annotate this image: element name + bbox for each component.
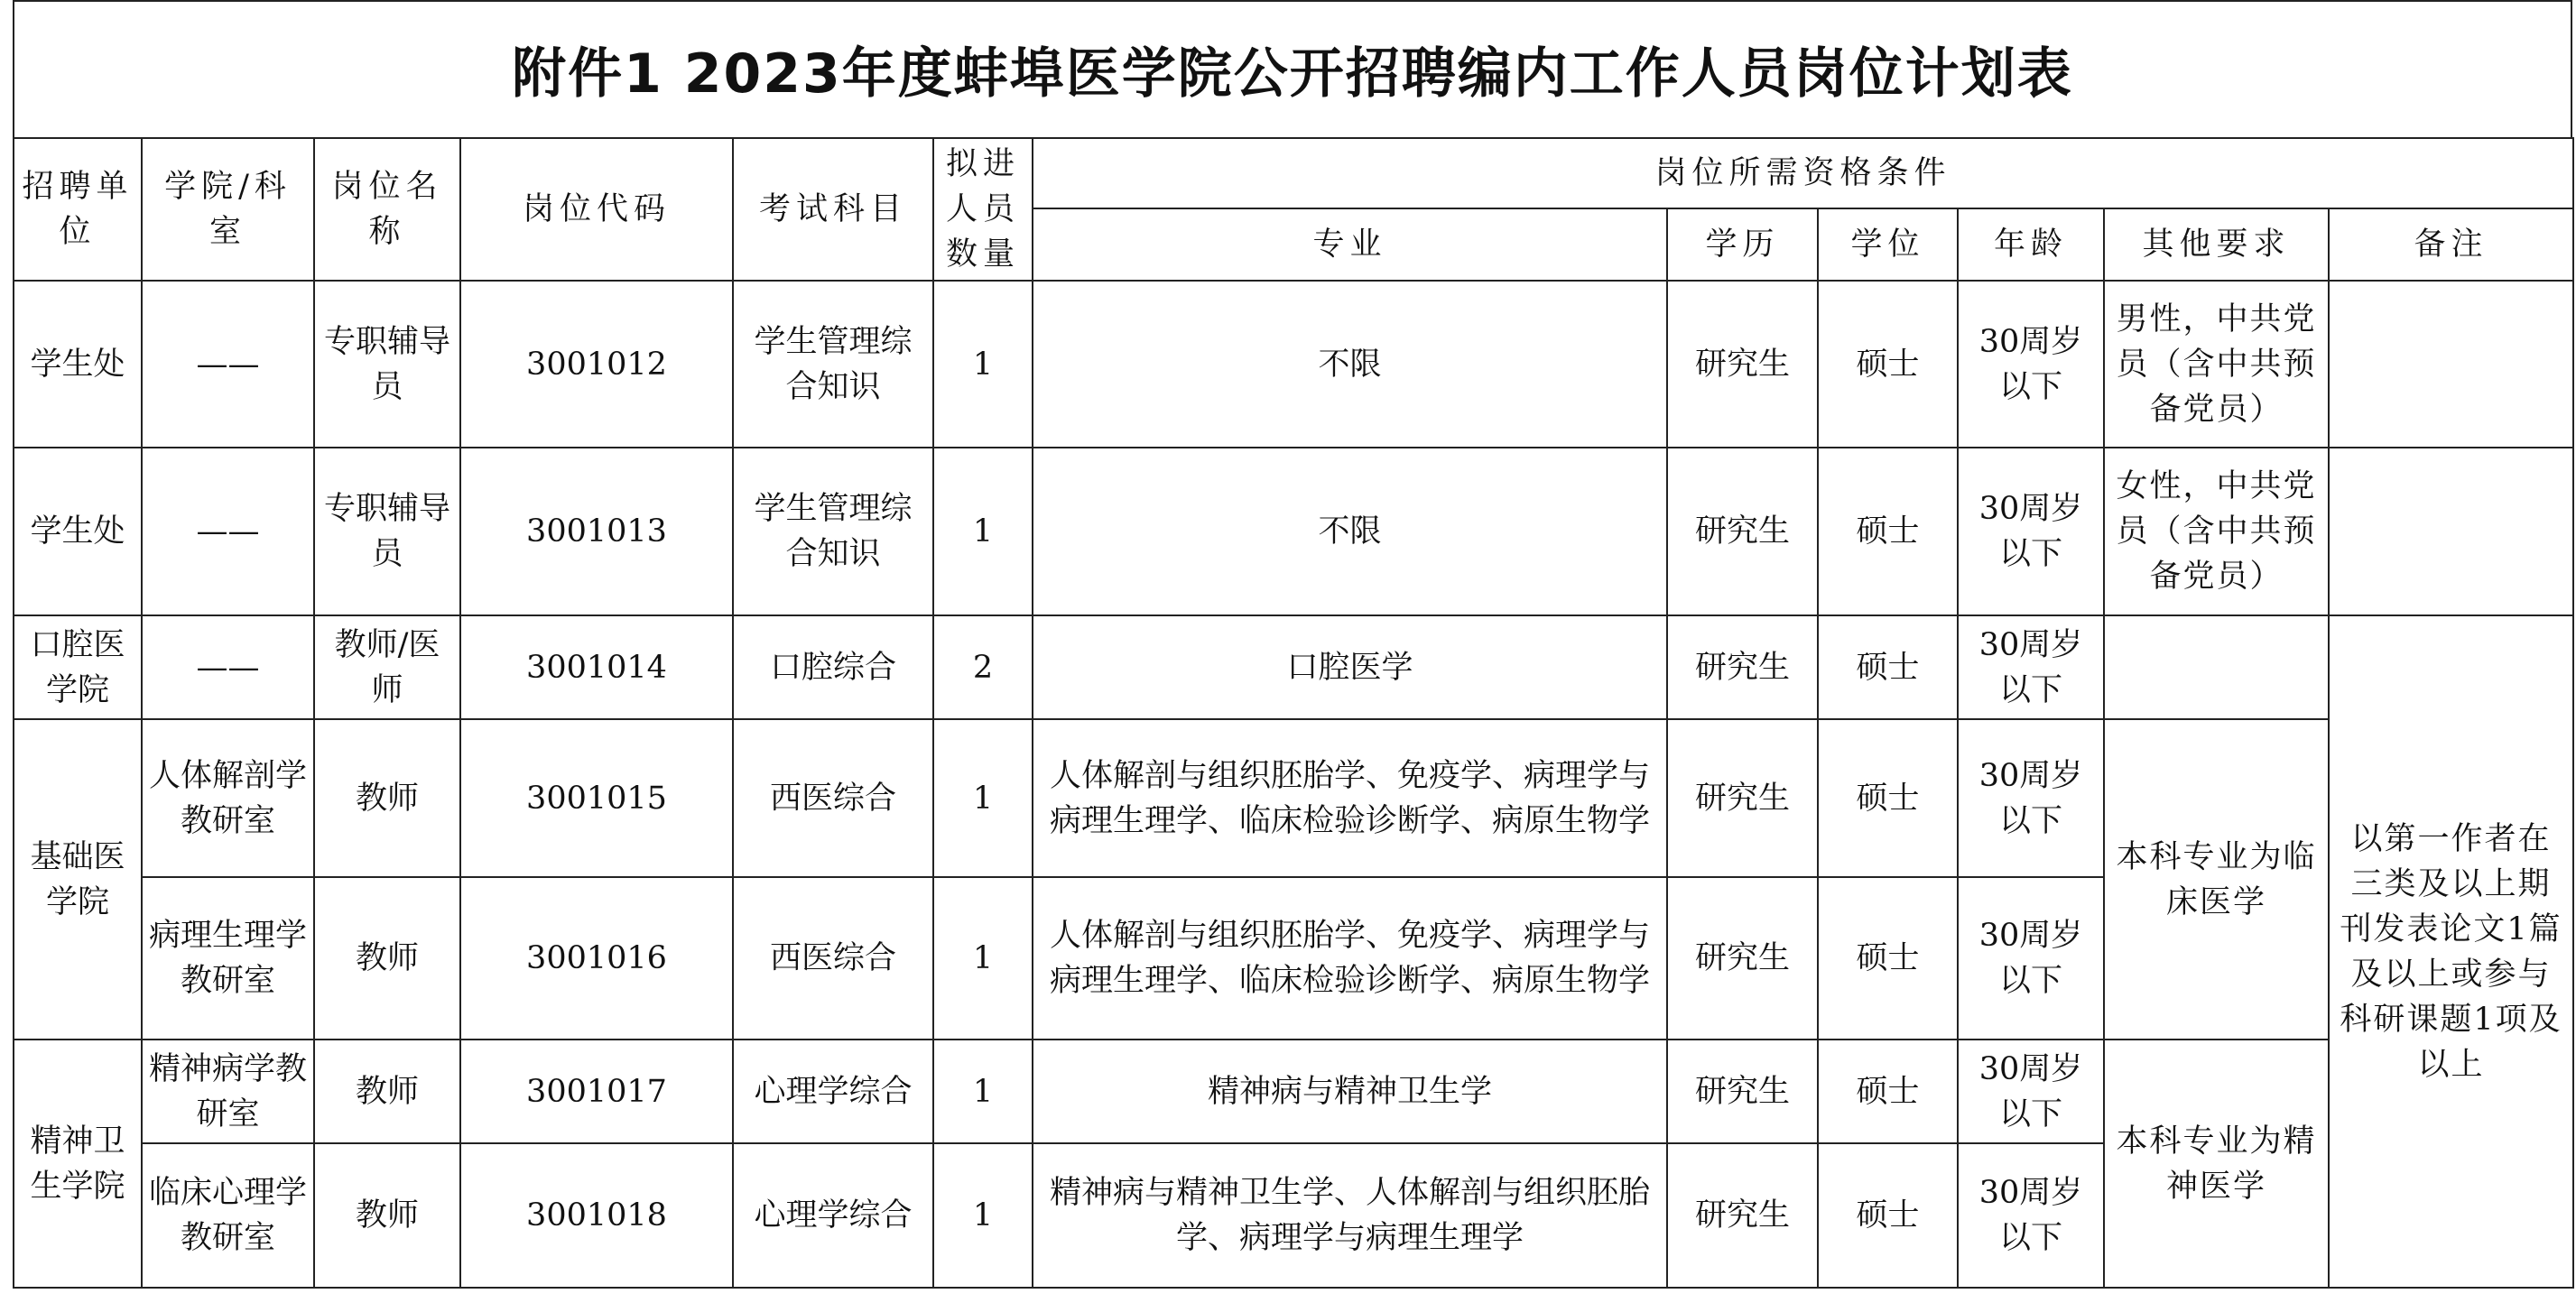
cell-degree: 硕士	[1818, 719, 1958, 877]
cell-dept: 精神病学教研室	[142, 1040, 314, 1143]
header-dept: 学院/科室	[142, 138, 314, 281]
cell-degree: 硕士	[1818, 877, 1958, 1040]
cell-post: 教师	[314, 1143, 460, 1288]
cell-dept: ——	[142, 281, 314, 448]
cell-major: 精神病与精神卫生学、人体解剖与组织胚胎学、病理学与病理生理学	[1033, 1143, 1667, 1288]
cell-count: 1	[933, 1040, 1033, 1143]
table-row	[14, 448, 2573, 615]
cell-age: 30周岁以下	[1958, 877, 2104, 1040]
header-education: 学历	[1667, 208, 1818, 281]
cell-exam: 心理学综合	[733, 1040, 933, 1143]
recruitment-plan-sheet	[13, 0, 2572, 1289]
cell-code: 3001015	[460, 719, 733, 877]
cell-unit: 精神卫生学院	[14, 1040, 142, 1288]
cell-degree: 硕士	[1818, 615, 1958, 719]
cell-remarks-empty	[2329, 281, 2573, 448]
cell-degree: 硕士	[1818, 448, 1958, 615]
cell-count: 2	[933, 615, 1033, 719]
cell-code: 3001016	[460, 877, 733, 1040]
cell-unit: 学生处	[14, 281, 142, 448]
cell-major: 精神病与精神卫生学	[1033, 1040, 1667, 1143]
cell-code: 3001014	[460, 615, 733, 719]
cell-other: 女性，中共党员（含中共预备党员）	[2104, 448, 2329, 615]
header-post-code: 岗位代码	[460, 138, 733, 281]
cell-code: 3001017	[460, 1040, 733, 1143]
cell-other: 本科专业为临床医学	[2104, 719, 2329, 1040]
cell-dept: 临床心理学教研室	[142, 1143, 314, 1288]
cell-dept: ——	[142, 448, 314, 615]
cell-other: 本科专业为精神医学	[2104, 1040, 2329, 1288]
cell-count: 1	[933, 448, 1033, 615]
table-row	[14, 719, 2573, 877]
cell-education: 研究生	[1667, 281, 1818, 448]
cell-remarks-merged: 以第一作者在三类及以上期刊发表论文1篇及以上或参与科研课题1项及以上	[2329, 615, 2573, 1288]
cell-exam: 口腔综合	[733, 615, 933, 719]
cell-dept: ——	[142, 615, 314, 719]
cell-degree: 硕士	[1818, 281, 1958, 448]
cell-major: 口腔医学	[1033, 615, 1667, 719]
header-post-name: 岗位名称	[314, 138, 460, 281]
header-count: 拟进人员数量	[933, 138, 1033, 281]
header-row-1	[14, 138, 2573, 208]
header-other: 其他要求	[2104, 208, 2329, 281]
header-degree: 学位	[1818, 208, 1958, 281]
cell-education: 研究生	[1667, 1143, 1818, 1288]
cell-degree: 硕士	[1818, 1040, 1958, 1143]
cell-exam: 学生管理综合知识	[733, 448, 933, 615]
cell-unit: 基础医学院	[14, 719, 142, 1040]
page-title: 附件1 2023年度蚌埠医学院公开招聘编内工作人员岗位计划表	[13, 0, 2572, 137]
cell-unit: 学生处	[14, 448, 142, 615]
cell-exam: 西医综合	[733, 719, 933, 877]
cell-post: 专职辅导员	[314, 281, 460, 448]
cell-education: 研究生	[1667, 1040, 1818, 1143]
table-row	[14, 615, 2573, 719]
cell-remarks-empty	[2329, 448, 2573, 615]
recruitment-table	[13, 137, 2574, 1289]
cell-post: 教师/医师	[314, 615, 460, 719]
cell-dept: 人体解剖学教研室	[142, 719, 314, 877]
cell-major: 不限	[1033, 448, 1667, 615]
cell-count: 1	[933, 719, 1033, 877]
cell-age: 30周岁以下	[1958, 1040, 2104, 1143]
cell-exam: 学生管理综合知识	[733, 281, 933, 448]
header-exam: 考试科目	[733, 138, 933, 281]
cell-post: 教师	[314, 1040, 460, 1143]
cell-age: 30周岁以下	[1958, 281, 2104, 448]
cell-post: 教师	[314, 877, 460, 1040]
header-age: 年龄	[1958, 208, 2104, 281]
cell-unit: 口腔医学院	[14, 615, 142, 719]
cell-code: 3001013	[460, 448, 733, 615]
header-major: 专业	[1033, 208, 1667, 281]
cell-degree: 硕士	[1818, 1143, 1958, 1288]
cell-age: 30周岁以下	[1958, 615, 2104, 719]
header-remarks: 备注	[2329, 208, 2573, 281]
cell-age: 30周岁以下	[1958, 1143, 2104, 1288]
cell-post: 教师	[314, 719, 460, 877]
cell-major: 人体解剖与组织胚胎学、免疫学、病理学与病理生理学、临床检验诊断学、病原生物学	[1033, 877, 1667, 1040]
cell-count: 1	[933, 877, 1033, 1040]
cell-education: 研究生	[1667, 719, 1818, 877]
cell-code: 3001018	[460, 1143, 733, 1288]
cell-exam: 西医综合	[733, 877, 933, 1040]
cell-count: 1	[933, 281, 1033, 448]
cell-education: 研究生	[1667, 877, 1818, 1040]
table-row	[14, 1040, 2573, 1143]
table-row	[14, 281, 2573, 448]
cell-other	[2104, 615, 2329, 719]
cell-age: 30周岁以下	[1958, 719, 2104, 877]
header-requirements: 岗位所需资格条件	[1033, 138, 2573, 208]
cell-post: 专职辅导员	[314, 448, 460, 615]
cell-education: 研究生	[1667, 448, 1818, 615]
cell-major: 人体解剖与组织胚胎学、免疫学、病理学与病理生理学、临床检验诊断学、病原生物学	[1033, 719, 1667, 877]
header-unit: 招聘单位	[14, 138, 142, 281]
cell-count: 1	[933, 1143, 1033, 1288]
cell-other: 男性，中共党员（含中共预备党员）	[2104, 281, 2329, 448]
cell-major: 不限	[1033, 281, 1667, 448]
cell-age: 30周岁以下	[1958, 448, 2104, 615]
cell-dept: 病理生理学教研室	[142, 877, 314, 1040]
cell-exam: 心理学综合	[733, 1143, 933, 1288]
cell-education: 研究生	[1667, 615, 1818, 719]
cell-code: 3001012	[460, 281, 733, 448]
